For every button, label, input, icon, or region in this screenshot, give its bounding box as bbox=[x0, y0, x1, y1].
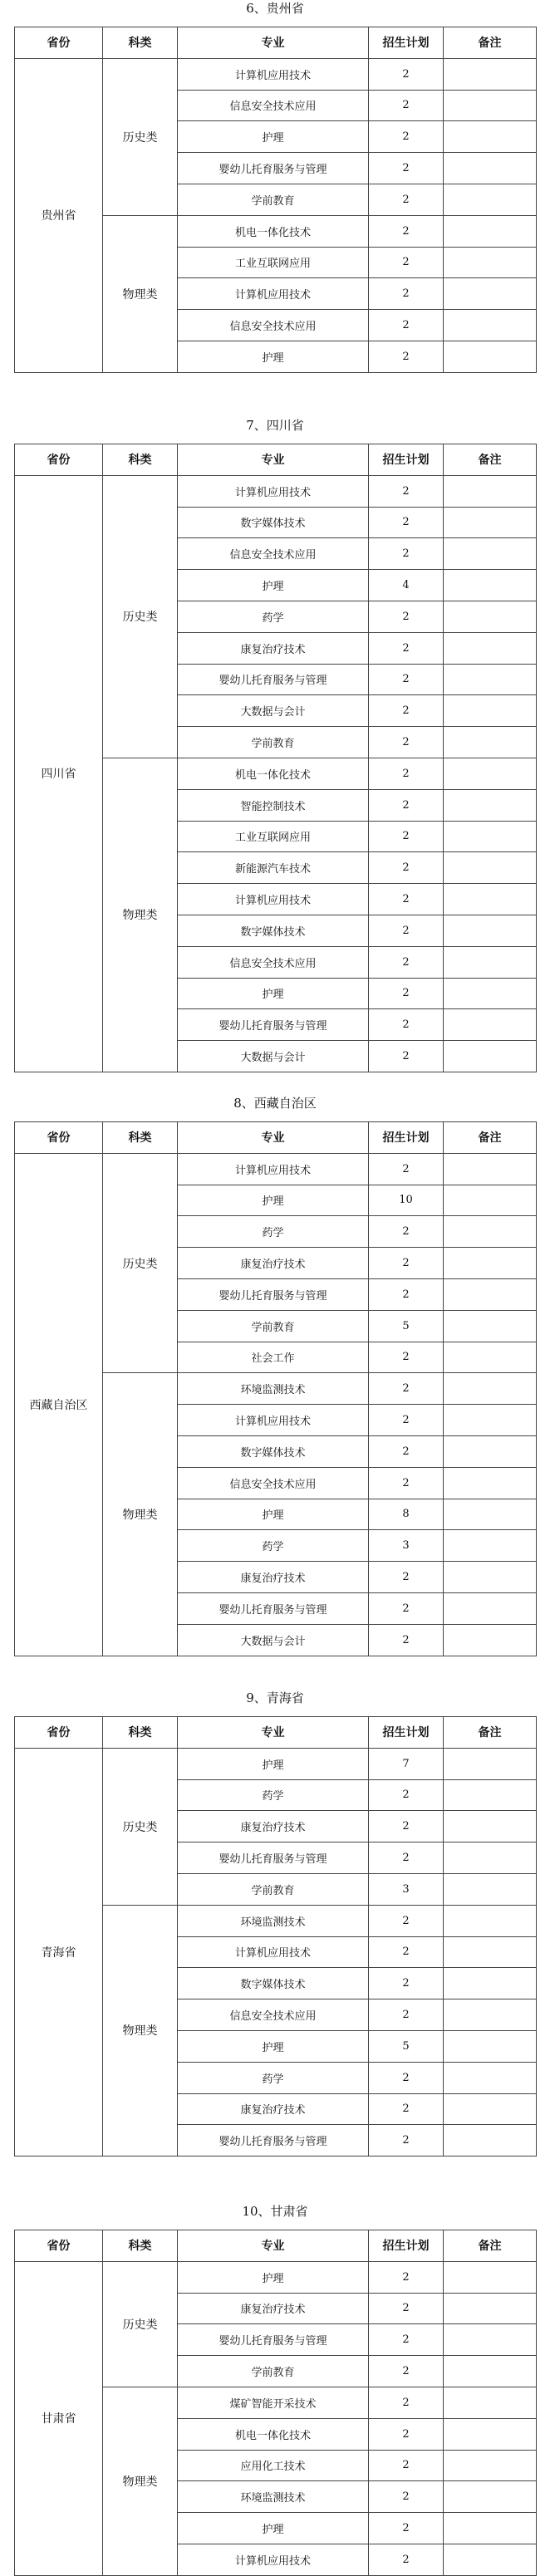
category-cell: 历史类 bbox=[103, 2261, 178, 2387]
note-cell bbox=[444, 2125, 537, 2156]
note-header: 备注 bbox=[444, 1717, 537, 1749]
plan-cell: 2 bbox=[369, 2450, 444, 2481]
major-cell: 计算机应用技术 bbox=[178, 1936, 369, 1968]
major-cell: 大数据与会计 bbox=[178, 1041, 369, 1072]
major-cell: 大数据与会计 bbox=[178, 1624, 369, 1656]
note-cell bbox=[444, 821, 537, 852]
note-cell bbox=[444, 664, 537, 695]
major-cell: 智能控制技术 bbox=[178, 789, 369, 821]
note-cell bbox=[444, 278, 537, 310]
major-cell: 学前教育 bbox=[178, 727, 369, 758]
note-cell bbox=[444, 2450, 537, 2481]
major-cell: 信息安全技术应用 bbox=[178, 946, 369, 978]
note-cell bbox=[444, 601, 537, 632]
note-cell bbox=[444, 2030, 537, 2062]
plan-header: 招生计划 bbox=[369, 2230, 444, 2262]
note-cell bbox=[444, 1905, 537, 1936]
major-cell: 婴幼儿托育服务与管理 bbox=[178, 1592, 369, 1624]
note-cell bbox=[444, 978, 537, 1009]
note-cell bbox=[444, 538, 537, 570]
note-cell bbox=[444, 58, 537, 90]
plan-cell: 2 bbox=[369, 758, 444, 789]
note-cell bbox=[444, 1467, 537, 1499]
major-cell: 婴幼儿托育服务与管理 bbox=[178, 1009, 369, 1041]
major-cell: 康复治疗技术 bbox=[178, 632, 369, 664]
table-row bbox=[15, 58, 537, 90]
major-cell: 环境监测技术 bbox=[178, 1373, 369, 1405]
major-cell: 工业互联网应用 bbox=[178, 247, 369, 278]
major-cell: 信息安全技术应用 bbox=[178, 1467, 369, 1499]
header-row bbox=[15, 1122, 537, 1154]
note-cell bbox=[444, 789, 537, 821]
note-cell bbox=[444, 695, 537, 727]
note-cell bbox=[444, 2356, 537, 2387]
note-cell bbox=[444, 570, 537, 601]
category-cell: 历史类 bbox=[103, 475, 178, 758]
major-cell: 信息安全技术应用 bbox=[178, 1999, 369, 2031]
note-cell bbox=[444, 2293, 537, 2324]
note-cell bbox=[444, 1405, 537, 1436]
major-cell: 机电一体化技术 bbox=[178, 758, 369, 789]
plan-cell: 2 bbox=[369, 121, 444, 153]
major-cell: 社会工作 bbox=[178, 1342, 369, 1373]
plan-cell: 3 bbox=[369, 1530, 444, 1562]
major-cell: 工业互联网应用 bbox=[178, 821, 369, 852]
note-cell bbox=[444, 946, 537, 978]
category-header: 科类 bbox=[103, 444, 178, 476]
plan-cell: 2 bbox=[369, 1216, 444, 1248]
plan-cell: 2 bbox=[369, 2062, 444, 2093]
plan-cell: 2 bbox=[369, 341, 444, 372]
plan-cell: 2 bbox=[369, 664, 444, 695]
plan-cell: 2 bbox=[369, 727, 444, 758]
major-header: 专业 bbox=[178, 444, 369, 476]
plan-cell: 2 bbox=[369, 1248, 444, 1279]
admission-table bbox=[14, 27, 537, 373]
note-header: 备注 bbox=[444, 2230, 537, 2262]
plan-cell: 2 bbox=[369, 507, 444, 538]
category-header: 科类 bbox=[103, 27, 178, 59]
major-cell: 应用化工技术 bbox=[178, 2450, 369, 2481]
major-cell: 计算机应用技术 bbox=[178, 278, 369, 310]
plan-header: 招生计划 bbox=[369, 1122, 444, 1154]
note-cell bbox=[444, 1216, 537, 1248]
major-cell: 护理 bbox=[178, 2261, 369, 2293]
major-cell: 药学 bbox=[178, 601, 369, 632]
note-cell bbox=[444, 2324, 537, 2356]
note-cell bbox=[444, 310, 537, 341]
plan-cell: 3 bbox=[369, 1873, 444, 1905]
plan-cell: 2 bbox=[369, 789, 444, 821]
note-cell bbox=[444, 632, 537, 664]
major-header: 专业 bbox=[178, 1122, 369, 1154]
major-cell: 护理 bbox=[178, 341, 369, 372]
major-cell: 环境监测技术 bbox=[178, 1905, 369, 1936]
note-cell bbox=[444, 915, 537, 946]
plan-cell: 2 bbox=[369, 884, 444, 915]
major-cell: 护理 bbox=[178, 1748, 369, 1779]
table-row bbox=[15, 1748, 537, 1779]
note-cell bbox=[444, 1373, 537, 1405]
major-cell: 婴幼儿托育服务与管理 bbox=[178, 1842, 369, 1874]
plan-cell: 2 bbox=[369, 1905, 444, 1936]
admission-table bbox=[14, 1121, 537, 1656]
note-cell bbox=[444, 184, 537, 215]
plan-cell: 2 bbox=[369, 821, 444, 852]
category-cell: 物理类 bbox=[103, 1905, 178, 2156]
note-cell bbox=[444, 1499, 537, 1530]
major-header: 专业 bbox=[178, 2230, 369, 2262]
note-cell bbox=[444, 121, 537, 153]
major-cell: 护理 bbox=[178, 1499, 369, 1530]
major-cell: 药学 bbox=[178, 1779, 369, 1811]
plan-cell: 2 bbox=[369, 2324, 444, 2356]
plan-cell: 2 bbox=[369, 1153, 444, 1185]
major-cell: 护理 bbox=[178, 2030, 369, 2062]
note-cell bbox=[444, 727, 537, 758]
plan-cell: 2 bbox=[369, 2387, 444, 2418]
plan-header: 招生计划 bbox=[369, 1717, 444, 1749]
note-cell bbox=[444, 1530, 537, 1562]
header-row bbox=[15, 1717, 537, 1749]
plan-cell: 2 bbox=[369, 1467, 444, 1499]
category-cell: 历史类 bbox=[103, 1153, 178, 1373]
major-cell: 学前教育 bbox=[178, 1873, 369, 1905]
major-cell: 学前教育 bbox=[178, 2356, 369, 2387]
plan-cell: 8 bbox=[369, 1499, 444, 1530]
category-cell: 物理类 bbox=[103, 2387, 178, 2575]
note-cell bbox=[444, 1592, 537, 1624]
major-cell: 护理 bbox=[178, 570, 369, 601]
plan-cell: 2 bbox=[369, 946, 444, 978]
plan-cell: 2 bbox=[369, 153, 444, 184]
plan-cell: 5 bbox=[369, 1310, 444, 1342]
major-cell: 数字媒体技术 bbox=[178, 507, 369, 538]
plan-cell: 2 bbox=[369, 2481, 444, 2513]
note-cell bbox=[444, 90, 537, 121]
category-cell: 物理类 bbox=[103, 758, 178, 1072]
table-row bbox=[15, 2261, 537, 2293]
note-cell bbox=[444, 1153, 537, 1185]
note-cell bbox=[444, 1779, 537, 1811]
note-header: 备注 bbox=[444, 1122, 537, 1154]
plan-cell: 2 bbox=[369, 2356, 444, 2387]
note-cell bbox=[444, 1968, 537, 1999]
plan-cell: 2 bbox=[369, 978, 444, 1009]
plan-cell: 2 bbox=[369, 475, 444, 507]
plan-cell: 2 bbox=[369, 1811, 444, 1842]
plan-cell: 2 bbox=[369, 278, 444, 310]
plan-cell: 2 bbox=[369, 601, 444, 632]
admission-table bbox=[14, 2230, 537, 2576]
province-header: 省份 bbox=[15, 1717, 103, 1749]
note-cell bbox=[444, 1009, 537, 1041]
note-cell bbox=[444, 1185, 537, 1216]
major-cell: 婴幼儿托育服务与管理 bbox=[178, 2324, 369, 2356]
plan-cell: 2 bbox=[369, 1842, 444, 1874]
major-cell: 信息安全技术应用 bbox=[178, 538, 369, 570]
plan-cell: 2 bbox=[369, 695, 444, 727]
plan-cell: 2 bbox=[369, 2125, 444, 2156]
note-cell bbox=[444, 1748, 537, 1779]
major-cell: 计算机应用技术 bbox=[178, 58, 369, 90]
plan-cell: 2 bbox=[369, 1041, 444, 1072]
admission-table bbox=[14, 444, 537, 1072]
note-cell bbox=[444, 2513, 537, 2544]
admission-table bbox=[14, 1716, 537, 2156]
major-cell: 数字媒体技术 bbox=[178, 1435, 369, 1467]
note-cell bbox=[444, 1041, 537, 1072]
category-header: 科类 bbox=[103, 1122, 178, 1154]
major-cell: 康复治疗技术 bbox=[178, 2093, 369, 2125]
province-cell: 贵州省 bbox=[15, 58, 103, 372]
category-header: 科类 bbox=[103, 1717, 178, 1749]
major-cell: 护理 bbox=[178, 978, 369, 1009]
plan-cell: 2 bbox=[369, 184, 444, 215]
major-cell: 新能源汽车技术 bbox=[178, 852, 369, 884]
note-cell bbox=[444, 2387, 537, 2418]
province-cell: 甘肃省 bbox=[15, 2261, 103, 2575]
note-cell bbox=[444, 2093, 537, 2125]
major-cell: 护理 bbox=[178, 121, 369, 153]
note-cell bbox=[444, 884, 537, 915]
major-cell: 学前教育 bbox=[178, 184, 369, 215]
note-cell bbox=[444, 1936, 537, 1968]
major-cell: 煤矿智能开采技术 bbox=[178, 2387, 369, 2418]
section-title: 8、西藏自治区 bbox=[233, 1096, 317, 1111]
plan-cell: 2 bbox=[369, 1009, 444, 1041]
plan-cell: 2 bbox=[369, 852, 444, 884]
major-cell: 计算机应用技术 bbox=[178, 475, 369, 507]
province-header: 省份 bbox=[15, 27, 103, 59]
major-cell: 药学 bbox=[178, 1216, 369, 1248]
major-cell: 数字媒体技术 bbox=[178, 915, 369, 946]
note-cell bbox=[444, 1624, 537, 1656]
header-row bbox=[15, 444, 537, 476]
plan-header: 招生计划 bbox=[369, 444, 444, 476]
major-cell: 计算机应用技术 bbox=[178, 1153, 369, 1185]
plan-cell: 2 bbox=[369, 2544, 444, 2575]
plan-cell: 2 bbox=[369, 1624, 444, 1656]
plan-cell: 2 bbox=[369, 1435, 444, 1467]
plan-cell: 2 bbox=[369, 2418, 444, 2450]
note-cell bbox=[444, 2481, 537, 2513]
plan-cell: 10 bbox=[369, 1185, 444, 1216]
plan-cell: 2 bbox=[369, 2293, 444, 2324]
major-cell: 药学 bbox=[178, 2062, 369, 2093]
province-header: 省份 bbox=[15, 444, 103, 476]
plan-cell: 2 bbox=[369, 632, 444, 664]
section-title: 6、贵州省 bbox=[246, 1, 304, 16]
major-cell: 康复治疗技术 bbox=[178, 1562, 369, 1593]
province-header: 省份 bbox=[15, 1122, 103, 1154]
plan-cell: 2 bbox=[369, 2513, 444, 2544]
note-header: 备注 bbox=[444, 444, 537, 476]
note-header: 备注 bbox=[444, 27, 537, 59]
major-cell: 机电一体化技术 bbox=[178, 215, 369, 247]
note-cell bbox=[444, 758, 537, 789]
plan-cell: 2 bbox=[369, 90, 444, 121]
table-row bbox=[15, 1153, 537, 1185]
major-cell: 康复治疗技术 bbox=[178, 2293, 369, 2324]
plan-header: 招生计划 bbox=[369, 27, 444, 59]
major-cell: 大数据与会计 bbox=[178, 695, 369, 727]
major-cell: 计算机应用技术 bbox=[178, 2544, 369, 2575]
major-cell: 机电一体化技术 bbox=[178, 2418, 369, 2450]
plan-cell: 2 bbox=[369, 310, 444, 341]
major-cell: 护理 bbox=[178, 1185, 369, 1216]
note-cell bbox=[444, 852, 537, 884]
major-cell: 康复治疗技术 bbox=[178, 1811, 369, 1842]
note-cell bbox=[444, 507, 537, 538]
major-cell: 计算机应用技术 bbox=[178, 884, 369, 915]
section-title: 10、甘肃省 bbox=[242, 2204, 308, 2219]
major-cell: 数字媒体技术 bbox=[178, 1968, 369, 1999]
major-cell: 护理 bbox=[178, 2513, 369, 2544]
plan-cell: 2 bbox=[369, 1373, 444, 1405]
plan-cell: 2 bbox=[369, 1936, 444, 1968]
header-row bbox=[15, 27, 537, 59]
major-cell: 婴幼儿托育服务与管理 bbox=[178, 1278, 369, 1310]
note-cell bbox=[444, 1873, 537, 1905]
major-cell: 康复治疗技术 bbox=[178, 1248, 369, 1279]
category-cell: 物理类 bbox=[103, 1373, 178, 1656]
plan-cell: 2 bbox=[369, 1999, 444, 2031]
plan-cell: 4 bbox=[369, 570, 444, 601]
province-cell: 四川省 bbox=[15, 475, 103, 1072]
note-cell bbox=[444, 2261, 537, 2293]
province-cell: 青海省 bbox=[15, 1748, 103, 2156]
note-cell bbox=[444, 247, 537, 278]
note-cell bbox=[444, 1435, 537, 1467]
note-cell bbox=[444, 1842, 537, 1874]
plan-cell: 2 bbox=[369, 1405, 444, 1436]
section-title: 9、青海省 bbox=[246, 1690, 304, 1705]
note-cell bbox=[444, 1278, 537, 1310]
province-header: 省份 bbox=[15, 2230, 103, 2262]
table-row bbox=[15, 475, 537, 507]
plan-cell: 2 bbox=[369, 1342, 444, 1373]
plan-cell: 2 bbox=[369, 2261, 444, 2293]
major-cell: 信息安全技术应用 bbox=[178, 90, 369, 121]
plan-cell: 2 bbox=[369, 1562, 444, 1593]
major-cell: 婴幼儿托育服务与管理 bbox=[178, 664, 369, 695]
major-cell: 婴幼儿托育服务与管理 bbox=[178, 2125, 369, 2156]
plan-cell: 2 bbox=[369, 538, 444, 570]
note-cell bbox=[444, 1248, 537, 1279]
major-cell: 信息安全技术应用 bbox=[178, 310, 369, 341]
plan-cell: 2 bbox=[369, 1592, 444, 1624]
note-cell bbox=[444, 1342, 537, 1373]
province-cell: 西藏自治区 bbox=[15, 1153, 103, 1656]
note-cell bbox=[444, 1811, 537, 1842]
note-cell bbox=[444, 1562, 537, 1593]
plan-cell: 2 bbox=[369, 1968, 444, 1999]
note-cell bbox=[444, 2062, 537, 2093]
note-cell bbox=[444, 1999, 537, 2031]
note-cell bbox=[444, 153, 537, 184]
note-cell bbox=[444, 341, 537, 372]
note-cell bbox=[444, 2418, 537, 2450]
plan-cell: 2 bbox=[369, 215, 444, 247]
plan-cell: 2 bbox=[369, 1278, 444, 1310]
plan-cell: 5 bbox=[369, 2030, 444, 2062]
plan-cell: 2 bbox=[369, 2093, 444, 2125]
major-header: 专业 bbox=[178, 1717, 369, 1749]
section-title: 7、四川省 bbox=[246, 418, 304, 433]
plan-cell: 2 bbox=[369, 915, 444, 946]
note-cell bbox=[444, 475, 537, 507]
major-cell: 计算机应用技术 bbox=[178, 1405, 369, 1436]
plan-cell: 2 bbox=[369, 1779, 444, 1811]
category-cell: 历史类 bbox=[103, 58, 178, 215]
note-cell bbox=[444, 1310, 537, 1342]
note-cell bbox=[444, 215, 537, 247]
header-row bbox=[15, 2230, 537, 2262]
major-cell: 环境监测技术 bbox=[178, 2481, 369, 2513]
category-cell: 物理类 bbox=[103, 215, 178, 372]
major-cell: 药学 bbox=[178, 1530, 369, 1562]
major-cell: 婴幼儿托育服务与管理 bbox=[178, 153, 369, 184]
major-cell: 学前教育 bbox=[178, 1310, 369, 1342]
plan-cell: 7 bbox=[369, 1748, 444, 1779]
category-header: 科类 bbox=[103, 2230, 178, 2262]
category-cell: 历史类 bbox=[103, 1748, 178, 1905]
plan-cell: 2 bbox=[369, 58, 444, 90]
major-header: 专业 bbox=[178, 27, 369, 59]
plan-cell: 2 bbox=[369, 247, 444, 278]
